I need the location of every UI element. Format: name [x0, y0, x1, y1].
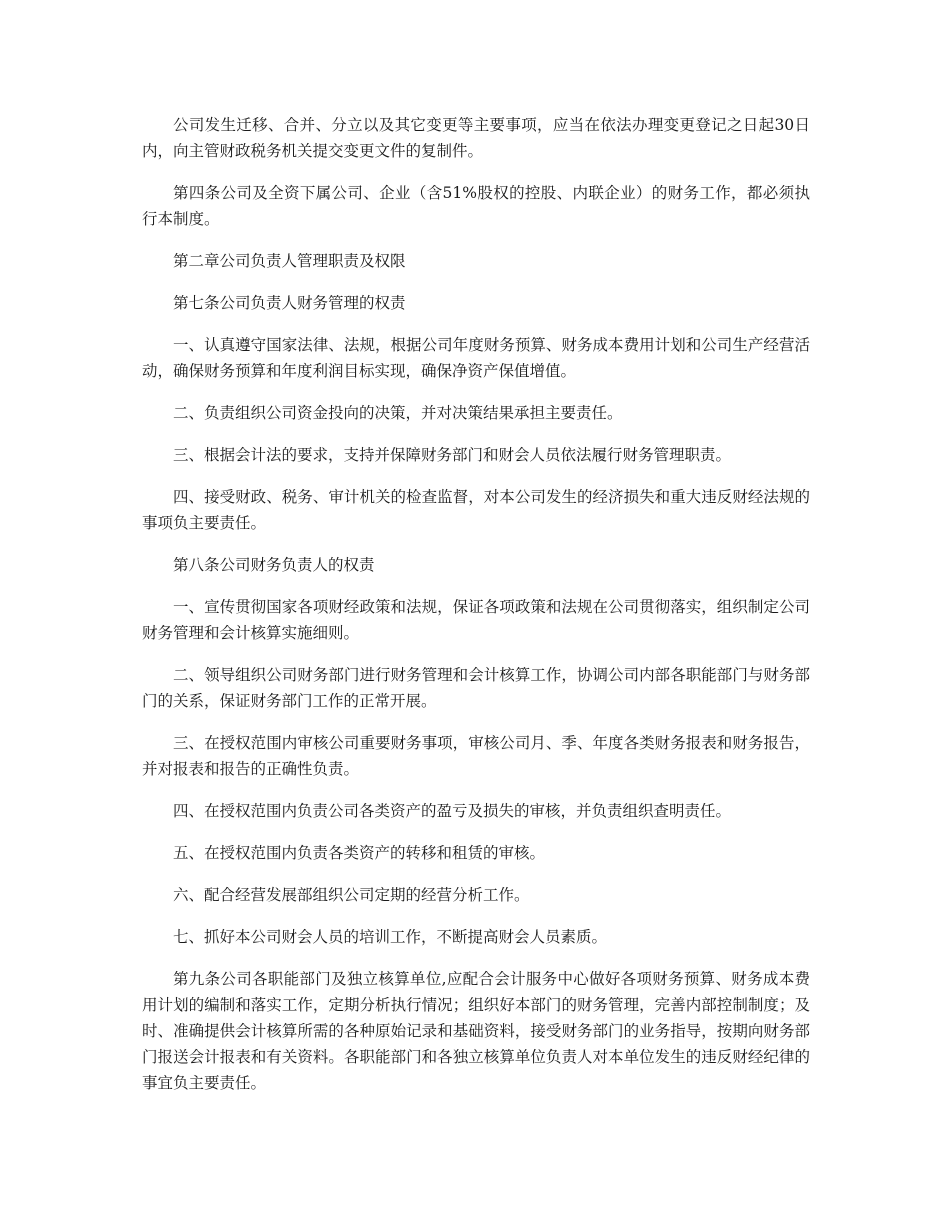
article-7-item-3: 三、根据会计法的要求，支持并保障财务部门和财会人员依法履行财务管理职责。 — [173, 446, 732, 464]
article-8-item-1: 一、宣传贯彻国家各项财经政策和法规，保证各项政策和法规在公司贯彻落实，组织制定公司财务管理和会计核算实施细则。 — [142, 598, 810, 642]
article-8-item-7: 七、抓好本公司财会人员的培训工作，不断提高财会人员素质。 — [173, 928, 608, 946]
paragraph-change-registration: 公司发生迁移、合并、分立以及其它变更等主要事项，应当在依法办理变更登记之日起30日内，向主管财政税务机关提交变更文件的复制件。 — [142, 116, 810, 160]
article-8-item-4: 四、在授权范围内负责公司各类资产的盈亏及损失的审核，并负责组织查明责任。 — [173, 802, 732, 820]
paragraph-article-4: 第四条公司及全资下属公司、企业（含51%股权的控股、内联企业）的财务工作，都必须执行本制度。 — [142, 184, 810, 228]
article-7-item-2: 二、负责组织公司资金投向的决策，并对决策结果承担主要责任。 — [173, 404, 623, 422]
article-8-item-2: 二、领导组织公司财务部门进行财务管理和会计核算工作，协调公司内部各职能部门与财务部门的关系，保证财务部门工作的正常开展。 — [142, 666, 810, 710]
article-8-item-6: 六、配合经营发展部组织公司定期的经营分析工作。 — [173, 886, 530, 904]
chapter-2-heading: 第二章公司负责人管理职责及权限 — [173, 252, 406, 270]
article-8-item-5: 五、在授权范围内负责各类资产的转移和租赁的审核。 — [173, 844, 546, 862]
article-7-item-4: 四、接受财政、税务、审计机关的检查监督，对本公司发生的经济损失和重大违反财经法规的事项负主要责任。 — [142, 488, 810, 532]
document-body — [142, 112, 810, 1112]
article-7-heading: 第七条公司负责人财务管理的权责 — [173, 294, 406, 312]
article-7-item-1: 一、认真遵守国家法律、法规，根据公司年度财务预算、财务成本费用计划和公司生产经营活动，确保财务预算和年度利润目标实现，确保净资产保值增值。 — [142, 336, 810, 380]
article-8-item-3: 三、在授权范围内审核公司重要财务事项，审核公司月、季、年度各类财务报表和财务报告，并对报表和报告的正确性负责。 — [142, 734, 810, 778]
article-8-heading: 第八条公司财务负责人的权责 — [173, 556, 375, 574]
article-9-paragraph: 第九条公司各职能部门及独立核算单位,应配合会计服务中心做好各项财务预算、财务成本费用计划的编制和落实工作，定期分析执行情况；组织好本部门的财务管理，完善内部控制制度；及时、准确提供会计核算所需的各种原始记录和基础资料，接受财务部门的业务指导，按期向财务部门报送会计报表和有关资料。各职能部门和各独立核算单位负责人对本单位发生的违反财经纪律的事宜负主要责任。 — [142, 970, 810, 1092]
